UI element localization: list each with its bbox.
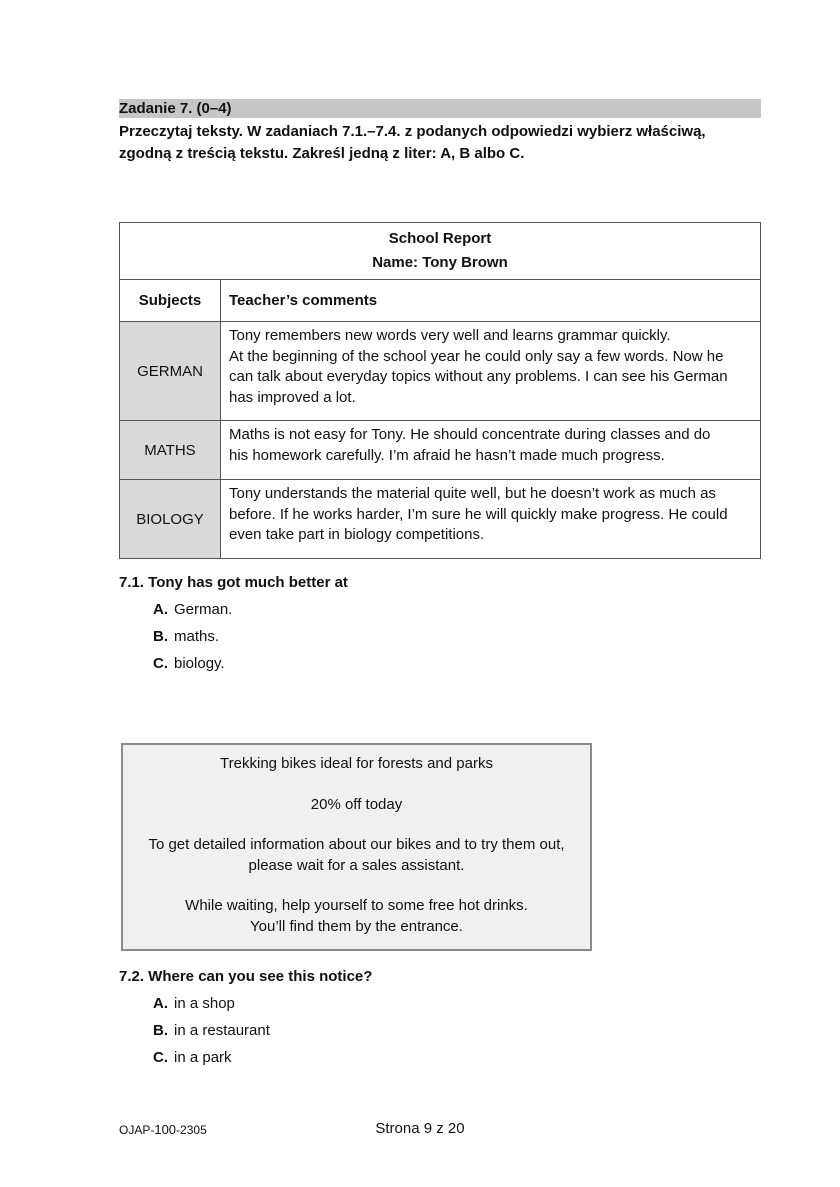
- answer-option-c[interactable]: [153, 1048, 372, 1068]
- comment-line: At the beginning of the school year he could only say a few words. Now he: [229, 347, 724, 365]
- option-letter: A.: [153, 601, 168, 618]
- task-header: Zadanie 7. (0–4): [119, 99, 761, 118]
- notice-line: 20% off today: [310, 795, 403, 813]
- report-heading: [120, 223, 761, 280]
- option-letter: C.: [153, 655, 168, 672]
- exam-code-suffix: -2305: [176, 1123, 207, 1137]
- column-header-subjects: Subjects: [120, 280, 221, 322]
- notice-line: To get detailed information about our bikes and to try them out,: [148, 836, 565, 853]
- option-letter: B.: [153, 628, 168, 645]
- option-text: biology.: [174, 655, 225, 672]
- report-student-name: Name: Tony Brown: [372, 254, 508, 271]
- comment-line: can talk about everyday topics without any problems. I can see his German: [229, 368, 728, 385]
- option-text: German.: [174, 601, 233, 618]
- subject-cell: MATHS: [120, 421, 221, 480]
- comment-cell: [221, 322, 761, 421]
- comment-line: before. If he works harder, I’m sure he will quickly make progress. He could: [229, 505, 728, 523]
- comment-line: even take part in biology competitions.: [229, 526, 485, 543]
- answer-option-a[interactable]: [153, 994, 372, 1014]
- comment-line: has improved a lot.: [229, 388, 356, 406]
- comment-cell: [221, 480, 761, 559]
- notice-line: You’ll find them by the entrance.: [250, 917, 463, 935]
- table-row: [120, 421, 761, 480]
- comment-line: his homework carefully. I’m afraid he hasn’t made much progress.: [229, 446, 665, 464]
- option-text: in a park: [174, 1049, 232, 1066]
- option-letter: B.: [153, 1022, 168, 1039]
- exam-code-prefix: OJAP-: [119, 1123, 155, 1137]
- task-instructions: [119, 121, 769, 165]
- school-report-table: [119, 222, 761, 559]
- option-letter: C.: [153, 1049, 168, 1066]
- question-text: 7.2. Where can you see this notice?: [119, 968, 373, 985]
- answer-option-c[interactable]: [153, 654, 348, 674]
- notice-line: Trekking bikes ideal for forests and parks: [220, 755, 493, 772]
- exam-code-number: 100: [154, 1122, 177, 1137]
- comment-cell: [221, 421, 761, 480]
- column-header-comments: Teacher’s comments: [221, 280, 761, 322]
- option-letter: A.: [153, 995, 168, 1012]
- answer-option-b[interactable]: [153, 627, 348, 647]
- page-number: Strona 9 z 20: [375, 1120, 465, 1137]
- subject-cell: GERMAN: [120, 322, 221, 421]
- question-7-2: [119, 967, 372, 1068]
- table-row: [120, 480, 761, 559]
- question-7-1: [119, 573, 348, 674]
- comment-line: Tony remembers new words very well and learns grammar quickly.: [229, 327, 671, 344]
- notice-line: While waiting, help yourself to some free hot drinks.: [185, 897, 528, 914]
- comment-line: Maths is not easy for Tony. He should concentrate during classes and do: [229, 426, 711, 443]
- instructions-line: zgodną z treścią tekstu. Zakreśl jedną z liter: A, B albo C.: [119, 145, 525, 162]
- subject-cell: BIOLOGY: [120, 480, 221, 559]
- table-row: [120, 322, 761, 421]
- option-text: maths.: [174, 628, 220, 645]
- instructions-line: Przeczytaj teksty. W zadaniach 7.1.–7.4. z podanych odpowiedzi wybierz właściwą,: [119, 123, 706, 140]
- answer-option-a[interactable]: [153, 600, 348, 620]
- notice-line: please wait for a sales assistant.: [248, 856, 465, 874]
- report-title: School Report: [388, 230, 492, 247]
- option-text: in a shop: [174, 995, 235, 1012]
- option-text: in a restaurant: [174, 1022, 270, 1039]
- answer-option-b[interactable]: [153, 1021, 372, 1041]
- comment-line: Tony understands the material quite well, but he doesn’t work as much as: [229, 485, 716, 502]
- question-text: 7.1. Tony has got much better at: [119, 574, 348, 591]
- bike-shop-notice: [121, 743, 592, 951]
